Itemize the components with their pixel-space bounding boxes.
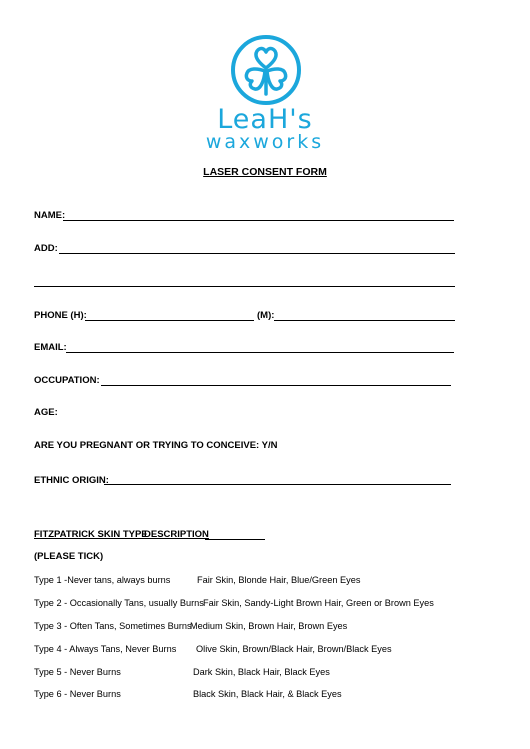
skin-type-6[interactable]: Type 6 - Never Burns: [34, 689, 121, 699]
description-underline: [205, 539, 265, 540]
occupation-label: OCCUPATION:: [34, 375, 100, 386]
skin-type-2-description: Fair Skin, Sandy-Light Brown Hair, Green or Brown Eyes: [203, 598, 434, 608]
skin-type-4[interactable]: Type 4 - Always Tans, Never Burns: [34, 644, 177, 654]
pregnancy-question: ARE YOU PREGNANT OR TRYING TO CONCEIVE: Y/N: [34, 440, 278, 451]
address-field-line-2[interactable]: [34, 286, 455, 287]
email-field[interactable]: [66, 352, 454, 353]
phone-home-label: PHONE (H):: [34, 310, 87, 321]
skin-type-1[interactable]: Type 1 -Never tans, always burns: [34, 575, 171, 585]
address-field[interactable]: [59, 253, 455, 254]
name-label: NAME:: [34, 210, 66, 221]
address-label: ADD:: [34, 243, 58, 254]
skin-type-3-description: Medium Skin, Brown Hair, Brown Eyes: [190, 621, 348, 631]
skin-type-heading: FITZPATRICK SKIN TYPE: [34, 529, 148, 540]
form-title: LASER CONSENT FORM: [203, 166, 327, 178]
skin-type-5-description: Dark Skin, Black Hair, Black Eyes: [193, 667, 330, 677]
occupation-field[interactable]: [101, 385, 451, 386]
skin-type-1-description: Fair Skin, Blonde Hair, Blue/Green Eyes: [197, 575, 361, 585]
skin-type-6-description: Black Skin, Black Hair, & Black Eyes: [193, 689, 342, 699]
name-field[interactable]: [63, 220, 454, 221]
skin-type-4-description: Olive Skin, Brown/Black Hair, Brown/Black Eyes: [196, 644, 392, 654]
skin-type-3[interactable]: Type 3 - Often Tans, Sometimes Burns: [34, 621, 192, 631]
phone-home-field[interactable]: [85, 320, 254, 321]
email-label: EMAIL:: [34, 342, 67, 353]
brand-name: LeaH's: [217, 104, 313, 135]
skin-type-5[interactable]: Type 5 - Never Burns: [34, 667, 121, 677]
skin-type-2[interactable]: Type 2 - Occasionally Tans, usually Burns: [34, 598, 204, 608]
brand-subtitle: waxworks: [205, 131, 325, 153]
ethnic-origin-label: ETHNIC ORIGIN:: [34, 475, 109, 486]
ethnic-origin-field[interactable]: [104, 484, 451, 485]
phone-mobile-field[interactable]: [274, 320, 455, 321]
phone-mobile-label: (M):: [257, 310, 275, 321]
please-tick-label: (PLEASE TICK): [34, 551, 104, 562]
description-heading: DESCRIPTION: [144, 529, 209, 540]
age-label: AGE:: [34, 407, 58, 418]
three-hearts-clover-logo: [230, 34, 302, 106]
